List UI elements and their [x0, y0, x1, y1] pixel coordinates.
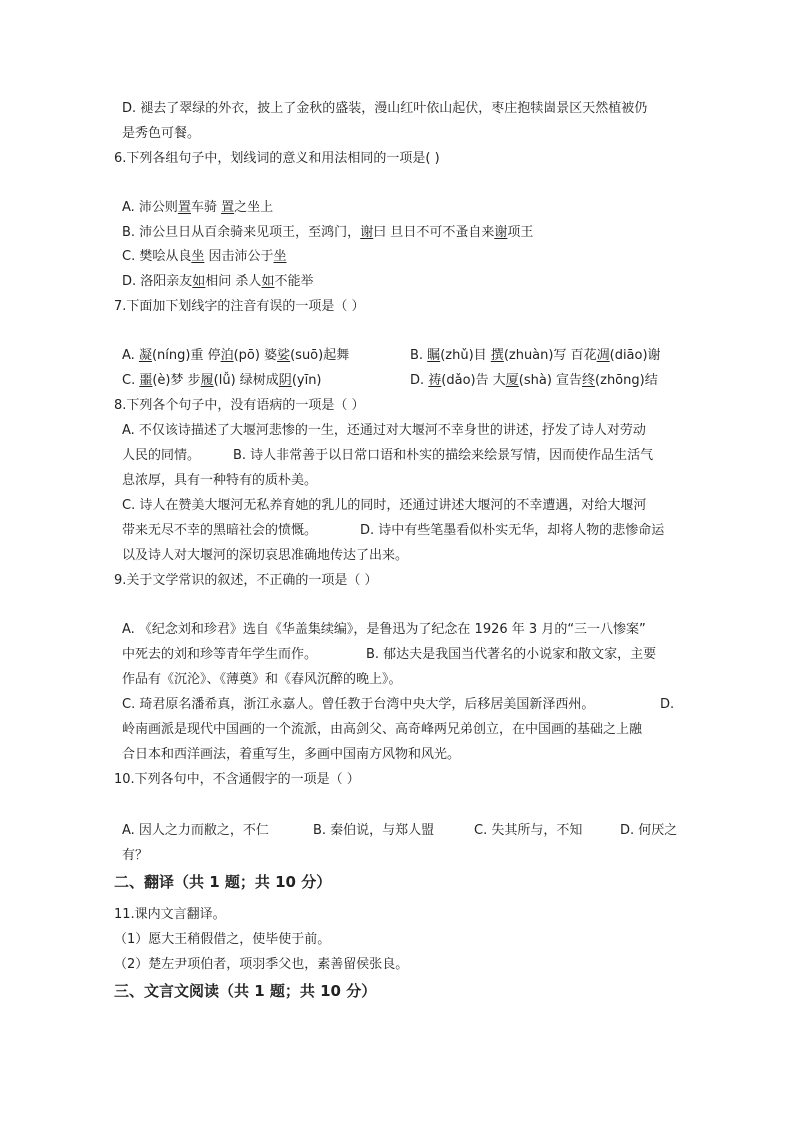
text-run: 7.下面加下划线字的注音有误的一项是（ ） — [114, 299, 365, 314]
text-run: 9.关于文学常识的叙述，不正确的一项是（ ） — [114, 573, 378, 588]
text-segment — [660, 695, 674, 715]
underlined-word: 凋 — [596, 348, 610, 363]
text-segment — [122, 521, 317, 541]
text-line — [0, 620, 794, 640]
text-segment — [122, 124, 200, 144]
text-segment — [122, 496, 646, 516]
text-segment — [474, 821, 582, 841]
text-run: 合日本和西洋画法，着重写生，多画中国南方风物和风光。 — [122, 747, 461, 762]
underlined-word: 谢 — [360, 225, 374, 240]
text-run: (lǚ) 绿树成 — [213, 373, 279, 388]
text-run: (shà) 宣告 — [518, 373, 583, 388]
text-run: 6.下列各组句子中，划线词的意义和用法相同的一项是( ) — [114, 151, 440, 166]
text-segment — [122, 620, 646, 640]
text-line — [0, 670, 794, 690]
text-segment — [122, 821, 269, 841]
text-line — [0, 247, 794, 267]
text-run: 8.下列各个句子中，没有语病的一项是（ ） — [114, 398, 365, 413]
underlined-word: 凝 — [138, 348, 152, 363]
text-run: 10.下列各句中，不含通假字的一项是（ ） — [114, 772, 360, 787]
text-run: 岭南画派是现代中国画的一个流派，由高剑父、高奇峰两兄弟创立，在中国画的基础之上融 — [122, 722, 643, 737]
underlined-word: 坐 — [273, 249, 287, 264]
underlined-word: 履 — [200, 373, 214, 388]
text-line — [0, 770, 794, 790]
text-run: 相问 杀人 — [205, 274, 262, 289]
text-line — [0, 371, 794, 391]
text-run: 中死去的刘和珍等青年学生而作。 — [122, 647, 318, 662]
text-segment — [122, 720, 642, 740]
text-run: (yīn) — [291, 373, 322, 388]
text-segment — [122, 99, 647, 119]
text-segment — [114, 571, 378, 591]
text-run: 有？ — [122, 848, 149, 863]
text-line — [0, 471, 794, 491]
text-run: 人民的同情。 — [122, 448, 201, 463]
text-line — [0, 396, 794, 416]
underlined-word: 如 — [192, 274, 206, 289]
text-segment — [122, 247, 287, 267]
text-run: 作品有《沉沦》、《薄奠》和《春风沉醉的晚上》。 — [122, 672, 402, 687]
text-line — [0, 821, 794, 841]
text-line — [0, 571, 794, 591]
text-segment — [122, 546, 408, 566]
text-run: (diāo)谢 — [609, 348, 661, 363]
underlined-word: 如 — [261, 274, 275, 289]
text-line — [0, 695, 794, 715]
text-segment — [313, 821, 434, 841]
underlined-word: 厦 — [505, 373, 519, 388]
text-line — [0, 955, 794, 975]
text-run: 11.课内文言翻译。 — [114, 907, 226, 922]
text-line — [0, 198, 794, 218]
text-segment — [122, 346, 349, 366]
text-run: 因击沛公于 — [204, 249, 274, 264]
text-line — [0, 99, 794, 119]
text-run: 项王 — [507, 225, 534, 240]
text-segment — [114, 396, 365, 416]
text-run: A. — [122, 348, 139, 363]
text-line — [0, 846, 794, 866]
text-line — [0, 745, 794, 765]
text-segment — [122, 695, 594, 715]
text-run: 带来无尽不幸的黑暗社会的愤慨。 — [122, 523, 318, 538]
text-run: (níng)重 停 — [151, 348, 221, 363]
text-run: C. 樊哙从良 — [122, 249, 192, 264]
text-run: C. 诗人在赞美大堰河无私养育她的乳儿的同时，还通过讲述大堰河的不幸遭遇，对给大堰河 — [122, 498, 647, 513]
text-segment — [360, 521, 664, 541]
text-run: (zhōng)结 — [595, 373, 658, 388]
text-run: （2）楚左尹项伯者，项羽季父也，素善留侯张良。 — [114, 957, 409, 972]
text-segment — [122, 645, 317, 665]
text-run: B. 郁达夫是我国当代著名的小说家和散文家，主要 — [366, 647, 657, 662]
text-segment — [114, 871, 331, 893]
text-line — [0, 297, 794, 317]
text-segment — [122, 846, 148, 866]
text-segment — [122, 198, 273, 218]
text-line — [0, 124, 794, 144]
text-run: 曰 旦日不可不蚤自来 — [373, 225, 495, 240]
text-segment — [122, 745, 460, 765]
text-segment — [366, 645, 656, 665]
text-run: （1）愿大王稍假借之，使毕使于前。 — [114, 932, 331, 947]
text-run: (suō)起舞 — [290, 348, 350, 363]
underlined-word: 撰 — [490, 348, 504, 363]
underlined-word: 谢 — [494, 225, 508, 240]
text-line — [0, 496, 794, 516]
text-line — [0, 272, 794, 292]
text-segment — [122, 421, 646, 441]
text-line — [0, 905, 794, 925]
text-segment — [620, 821, 677, 841]
text-segment — [114, 297, 365, 317]
text-run: (pō) 婆 — [233, 348, 278, 363]
text-segment — [114, 955, 408, 975]
text-segment — [114, 905, 226, 925]
text-line — [0, 223, 794, 243]
text-run: D. 洛阳亲友 — [122, 274, 193, 289]
text-run: 息浓厚，具有一种特有的质朴美。 — [122, 473, 318, 488]
text-run: D. — [410, 373, 429, 388]
text-segment — [233, 446, 653, 466]
text-run: D. 褪去了翠绿的外衣，披上了金秋的盛装，漫山红叶依山起伏，枣庄抱犊崮景区天然植被仍 — [122, 101, 648, 116]
text-segment — [114, 770, 360, 790]
section-heading — [0, 871, 794, 893]
text-run: B. 秦伯说，与郑人盟 — [313, 823, 435, 838]
text-line — [0, 930, 794, 950]
text-line — [0, 546, 794, 566]
text-run: D. 诗中有些笔墨看似朴实无华，却将人物的悲惨命运 — [360, 523, 665, 538]
text-run: A. 《纪念刘和珍君》选自《华盖集续编》，是鲁迅为了纪念在 1926 年 3 月的“三一八惨案” — [122, 622, 646, 637]
underlined-word: 瞩 — [427, 348, 441, 363]
text-run: (zhuàn)写 百花 — [503, 348, 597, 363]
text-run: 以及诗人对大堰河的深切哀思准确地传达了出来。 — [122, 548, 409, 563]
text-segment — [122, 446, 200, 466]
text-run: B. 诗人非常善于以日常口语和朴实的描绘来绘景写情，因而使作品生活气 — [233, 448, 654, 463]
text-segment — [114, 930, 330, 950]
text-segment — [122, 371, 322, 391]
text-line — [0, 720, 794, 740]
section-heading — [0, 980, 794, 1002]
text-line — [0, 421, 794, 441]
text-line — [0, 346, 794, 366]
underlined-word: 置 — [221, 200, 235, 215]
text-segment — [122, 471, 317, 491]
text-run: B. — [410, 348, 428, 363]
text-run: (dǎo)告 大 — [441, 373, 506, 388]
text-run: (zhǔ)目 — [440, 348, 491, 363]
underlined-word: 娑 — [277, 348, 291, 363]
underlined-word: 置 — [177, 200, 191, 215]
text-segment — [410, 346, 661, 366]
text-line — [0, 149, 794, 169]
underlined-word: 祷 — [428, 373, 442, 388]
text-run: 二、翻译（共 1 题；共 10 分） — [114, 873, 332, 891]
text-line — [0, 446, 794, 466]
text-run: A. 不仅该诗描述了大堰河悲惨的一生，还通过对大堰河不幸身世的讲述，抒发了诗人对劳动 — [122, 423, 646, 438]
text-run: 不能举 — [274, 274, 314, 289]
text-run: C. 琦君原名潘希真，浙江永嘉人。曾任教于台湾中央大学，后移居美国新泽西州。 — [122, 697, 595, 712]
underlined-word: 噩 — [139, 373, 153, 388]
text-segment — [114, 980, 376, 1002]
text-run: C. 失其所与，不知 — [474, 823, 583, 838]
text-run: B. 沛公旦日从百余骑来见项王，至鸿门， — [122, 225, 361, 240]
text-run: 之坐上 — [234, 200, 274, 215]
text-run: 车骑 — [190, 200, 222, 215]
text-line — [0, 645, 794, 665]
text-segment — [122, 223, 533, 243]
text-run: C. — [122, 373, 140, 388]
text-run: (è)梦 步 — [152, 373, 201, 388]
text-run: A. 沛公则 — [122, 200, 178, 215]
text-segment — [122, 272, 313, 292]
text-segment — [410, 371, 658, 391]
text-line — [0, 521, 794, 541]
text-run: A. 因人之力而敝之，不仁 — [122, 823, 269, 838]
underlined-word: 坐 — [191, 249, 205, 264]
text-segment — [114, 149, 440, 169]
underlined-word: 终 — [582, 373, 596, 388]
text-run: D. 何厌之 — [620, 823, 678, 838]
underlined-word: 阴 — [278, 373, 292, 388]
text-run: 三、文言文阅读（共 1 题；共 10 分） — [114, 982, 377, 1000]
underlined-word: 泊 — [220, 348, 234, 363]
text-run: D. — [660, 697, 675, 712]
text-run: 是秀色可餐。 — [122, 126, 201, 141]
text-segment — [122, 670, 402, 690]
